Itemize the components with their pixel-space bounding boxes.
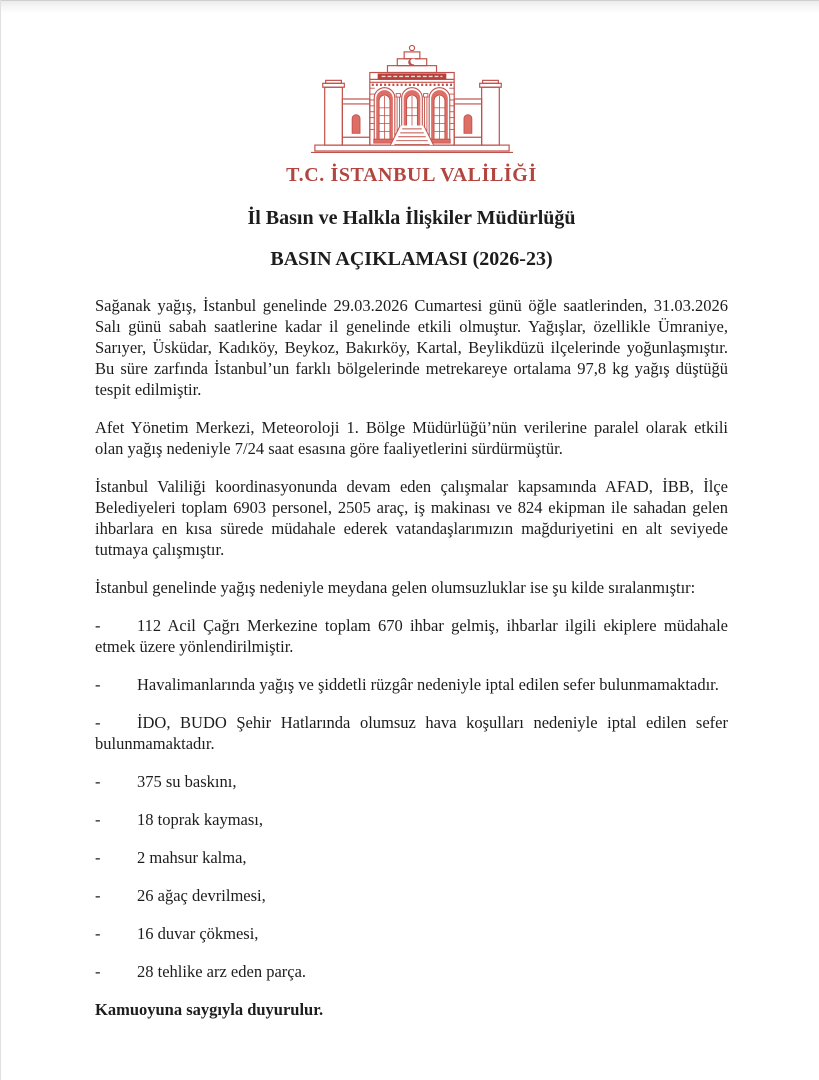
list-item-text: 18 toprak kayması,: [137, 810, 264, 829]
crescent-icon: [408, 59, 416, 66]
list-item-text: 28 tehlike arz eden parça.: [137, 962, 307, 981]
closing-statement: Kamuoyuna saygıyla duyurulur.: [95, 1000, 324, 1019]
press-release-title: BASIN AÇIKLAMASI (2026-23): [270, 248, 553, 270]
list-item-text: 112 Acil Çağrı Merkezine toplam 670 ihbar gelmiş, ihbarlar ilgili ekiplere müdahale etmek üzere yönlendirilmiştir.: [95, 616, 728, 656]
body-paragraph: Sağanak yağış, İstanbul genelinde 29.03.2026 Cumartesi günü öğle saatlerinden, 31.03.2026 Salı günü sabah saatlerine kadar il genelinde etkili olmuştur. Yağışlar, özellikle Ümraniye, Sarıyer, Üsküdar, Kadıköy, Beykoz, Bakırköy, Kartal, Beylikdüzü ilçelerinde yoğunlaşmıştır. Bu süre zarfında İstanbul’un farklı bölgelerinde metrekareye ortalama 97,8 kg yağış düştüğü tespit edilmiştir.: [95, 296, 728, 399]
list-item-text: 16 duvar çökmesi,: [137, 924, 259, 943]
list-dash: -: [95, 924, 101, 943]
list-item-text: 26 ağaç devrilmesi,: [137, 886, 266, 905]
list-dash: -: [95, 962, 101, 981]
organization-name: T.C. İSTANBUL VALİLİĞİ: [286, 164, 537, 186]
department-title: İl Basın ve Halkla İlişkiler Müdürlüğü: [247, 207, 576, 229]
list-item-text: 375 su baskını,: [137, 772, 237, 791]
list-item-text: İDO, BUDO Şehir Hatlarında olumsuz hava koşulları nedeniyle iptal edilen sefer bulunmamaktadır.: [95, 713, 728, 753]
page-edge-shadow: [0, 0, 819, 14]
list-dash: -: [95, 810, 101, 829]
list-item: [95, 885, 728, 906]
list-dash: -: [95, 848, 101, 867]
list-item: [95, 712, 728, 754]
list-dash: -: [95, 886, 101, 905]
list-item: [95, 771, 728, 792]
list-dash: -: [95, 675, 101, 694]
list-item: [95, 847, 728, 868]
list-item: [95, 809, 728, 830]
body-paragraph: Afet Yönetim Merkezi, Meteoroloji 1. Bölge Müdürlüğü’nün verilerine paralel olarak etkili olan yağış nedeniyle 7/24 saat esasına göre faaliyetlerini sürdürmüştür.: [95, 418, 728, 458]
page-edge-line: [0, 0, 1, 1080]
list-item: [95, 923, 728, 944]
body-paragraph: İstanbul Valiliği koordinasyonunda devam eden çalışmalar kapsamında AFAD, İBB, İlçe Belediyeleri toplam 6903 personel, 2505 araç, iş makinası ve 824 ekipman ile sahadan gelen ihbarlara en kısa sürede müdahale ederek vatandaşlarımızın mağduriyetini en alt seviyede tutmaya çalışmıştır.: [95, 477, 728, 559]
list-item-text: 2 mahsur kalma,: [137, 848, 247, 867]
list-item: [95, 961, 728, 982]
body-paragraph: İstanbul genelinde yağış nedeniyle meydana gelen olumsuzluklar ise şu kilde sıralanmıştır:: [95, 578, 696, 597]
government-building-icon: [309, 42, 515, 156]
press-release-document: [95, 42, 728, 1020]
list-item: [95, 674, 728, 695]
list-dash: -: [95, 616, 101, 635]
list-item-text: Havalimanlarında yağış ve şiddetli rüzgâr nedeniyle iptal edilen sefer bulunmamaktadır.: [137, 675, 719, 694]
list-item: [95, 615, 728, 657]
list-dash: -: [95, 713, 101, 732]
list-dash: -: [95, 772, 101, 791]
valilik-logo: [95, 42, 728, 187]
